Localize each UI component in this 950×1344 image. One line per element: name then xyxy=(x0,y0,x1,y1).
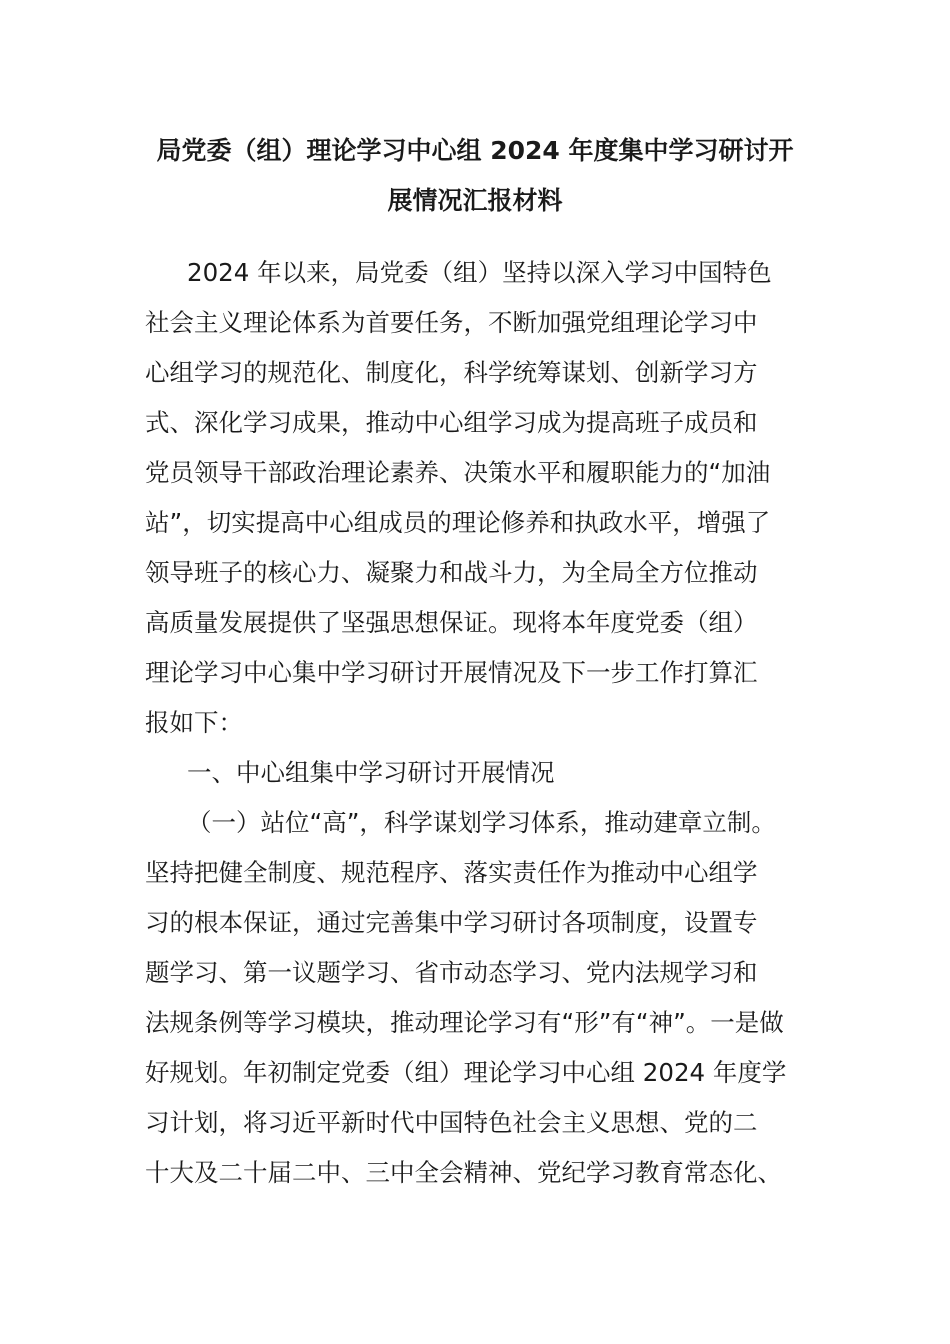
paragraph-line: 法规条例等学习模块，推动理论学习有“形”有“神”。一是做 xyxy=(145,1008,784,1037)
paragraph-line: 好规划。年初制定党委（组）理论学习中心组 2024 年度学 xyxy=(145,1058,787,1087)
paragraph-line: 领导班子的核心力、凝聚力和战斗力，为全局全方位推动 xyxy=(145,558,758,587)
paragraph-line: 坚持把健全制度、规范程序、落实责任作为推动中心组学 xyxy=(145,858,758,887)
paragraph-line: 社会主义理论体系为首要任务，不断加强党组理论学习中 xyxy=(145,308,758,337)
section-heading: 一、中心组集中学习研讨开展情况 xyxy=(187,758,555,787)
paragraph-line: 心组学习的规范化、制度化，科学统筹谋划、创新学习方 xyxy=(145,358,758,387)
paragraph-line: 式、深化学习成果，推动中心组学习成为提高班子成员和 xyxy=(145,408,758,437)
document-title-line-1: 局党委（组）理论学习中心组 2024 年度集中学习研讨开 xyxy=(156,136,794,165)
paragraph-line: 习的根本保证，通过完善集中学习研讨各项制度，设置专 xyxy=(145,908,758,937)
document-title-line-2: 展情况汇报材料 xyxy=(387,186,563,215)
paragraph-line: 题学习、第一议题学习、省市动态学习、党内法规学习和 xyxy=(145,958,758,987)
paragraph-line: 2024 年以来，局党委（组）坚持以深入学习中国特色 xyxy=(187,258,772,287)
paragraph-line: 十大及二十届二中、三中全会精神、党纪学习教育常态化、 xyxy=(145,1158,782,1187)
paragraph-line: 习计划，将习近平新时代中国特色社会主义思想、党的二 xyxy=(145,1108,758,1137)
paragraph-line: 报如下： xyxy=(145,708,243,737)
paragraph-line: 理论学习中心集中学习研讨开展情况及下一步工作打算汇 xyxy=(145,658,758,687)
paragraph-line: 站”，切实提高中心组成员的理论修养和执政水平，增强了 xyxy=(145,508,771,537)
paragraph-line: 党员领导干部政治理论素养、决策水平和履职能力的“加油 xyxy=(145,458,771,487)
subsection-heading-line: （一）站位“高”，科学谋划学习体系，推动建章立制。 xyxy=(187,808,776,837)
paragraph-line: 高质量发展提供了坚强思想保证。现将本年度党委（组） xyxy=(145,608,758,637)
